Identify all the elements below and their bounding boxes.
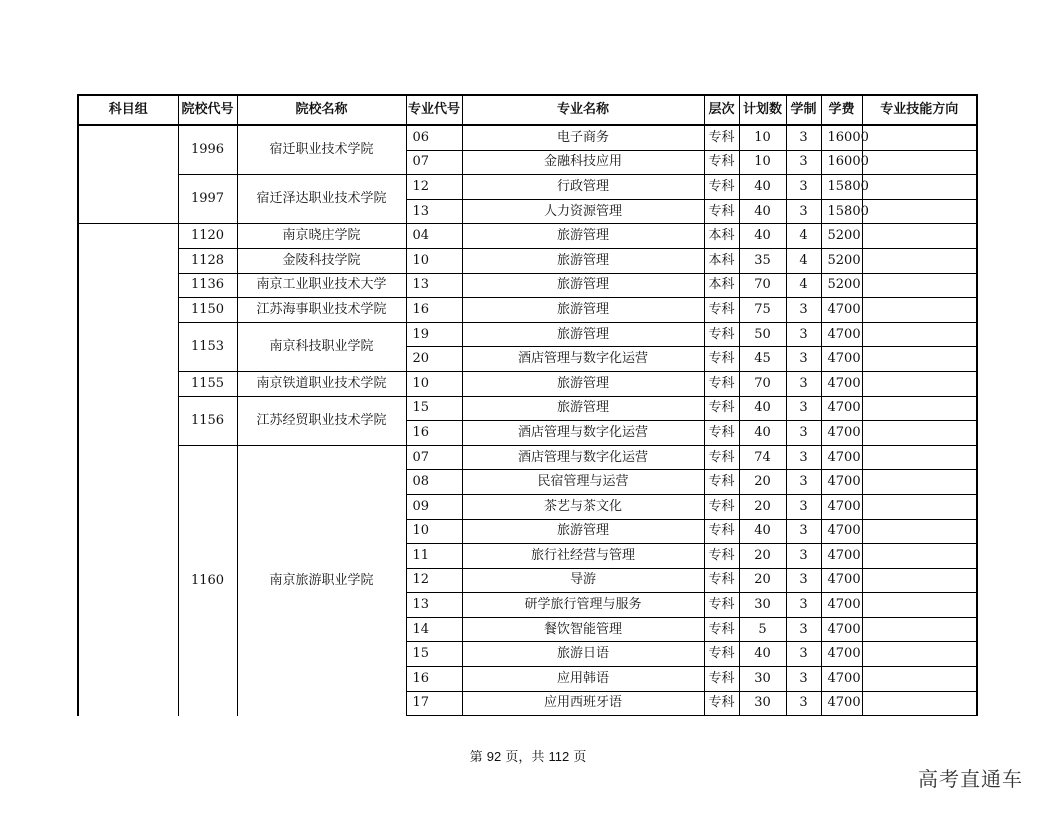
tuition-cell: 4700 <box>821 396 862 421</box>
watermark: 高考直通车 <box>918 767 1023 791</box>
school-name-cell: 南京旅游职业学院 <box>237 445 406 716</box>
skill-direction-cell <box>862 617 977 642</box>
major-name-cell: 导游 <box>462 568 704 593</box>
skill-direction-cell <box>862 322 977 347</box>
major-name-cell: 旅游管理 <box>462 322 704 347</box>
plan-count-cell: 45 <box>739 347 786 372</box>
skill-direction-cell <box>862 396 977 421</box>
table-row <box>78 298 977 323</box>
skill-direction-cell <box>862 224 977 249</box>
skill-direction-cell <box>862 691 977 716</box>
duration-cell: 4 <box>786 248 821 273</box>
duration-cell: 3 <box>786 544 821 569</box>
level-cell: 专科 <box>704 593 739 618</box>
tuition-cell: 4700 <box>821 642 862 667</box>
tuition-cell: 16000 <box>821 125 862 150</box>
major-name-cell: 旅游管理 <box>462 519 704 544</box>
major-name-cell: 旅游管理 <box>462 248 704 273</box>
duration-cell: 3 <box>786 593 821 618</box>
table-row <box>78 248 977 273</box>
plan-count-cell: 5 <box>739 617 786 642</box>
skill-direction-cell <box>862 470 977 495</box>
skill-direction-cell <box>862 544 977 569</box>
major-code-cell: 04 <box>406 224 462 249</box>
plan-count-cell: 40 <box>739 396 786 421</box>
skill-direction-cell <box>862 445 977 470</box>
major-code-cell: 10 <box>406 248 462 273</box>
footer-total-pages: 112 <box>548 749 570 764</box>
level-cell: 专科 <box>704 617 739 642</box>
duration-cell: 3 <box>786 691 821 716</box>
skill-direction-cell <box>862 199 977 224</box>
major-name-cell: 应用西班牙语 <box>462 691 704 716</box>
tuition-cell: 4700 <box>821 470 862 495</box>
major-name-cell: 研学旅行管理与服务 <box>462 593 704 618</box>
major-name-cell: 民宿管理与运营 <box>462 470 704 495</box>
major-code-cell: 13 <box>406 593 462 618</box>
tuition-cell: 4700 <box>821 421 862 446</box>
school-code-cell: 1120 <box>178 224 237 249</box>
tuition-cell: 4700 <box>821 593 862 618</box>
plan-count-cell: 40 <box>739 421 786 446</box>
plan-count-cell: 40 <box>739 199 786 224</box>
admission-plan-table <box>77 94 978 716</box>
skill-direction-cell <box>862 150 977 175</box>
major-name-cell: 旅游日语 <box>462 642 704 667</box>
header-row <box>78 95 977 125</box>
duration-cell: 3 <box>786 371 821 396</box>
plan-count-cell: 70 <box>739 371 786 396</box>
header-major-name: 专业名称 <box>462 95 704 125</box>
level-cell: 专科 <box>704 150 739 175</box>
major-name-cell: 旅游管理 <box>462 224 704 249</box>
duration-cell: 3 <box>786 568 821 593</box>
tuition-cell: 4700 <box>821 519 862 544</box>
duration-cell: 3 <box>786 175 821 200</box>
level-cell: 专科 <box>704 322 739 347</box>
major-code-cell: 13 <box>406 273 462 298</box>
major-code-cell: 17 <box>406 691 462 716</box>
major-name-cell: 行政管理 <box>462 175 704 200</box>
level-cell: 专科 <box>704 199 739 224</box>
level-cell: 专科 <box>704 470 739 495</box>
duration-cell: 3 <box>786 125 821 150</box>
tuition-cell: 4700 <box>821 322 862 347</box>
skill-direction-cell <box>862 273 977 298</box>
major-code-cell: 14 <box>406 617 462 642</box>
level-cell: 专科 <box>704 568 739 593</box>
school-code-cell: 1136 <box>178 273 237 298</box>
level-cell: 专科 <box>704 175 739 200</box>
level-cell: 本科 <box>704 224 739 249</box>
school-code-cell: 1150 <box>178 298 237 323</box>
skill-direction-cell <box>862 421 977 446</box>
table-row <box>78 175 977 200</box>
major-code-cell: 06 <box>406 125 462 150</box>
tuition-cell: 15800 <box>821 175 862 200</box>
tuition-cell: 5200 <box>821 248 862 273</box>
duration-cell: 4 <box>786 273 821 298</box>
table-row <box>78 322 977 347</box>
major-name-cell: 电子商务 <box>462 125 704 150</box>
major-code-cell: 07 <box>406 150 462 175</box>
tuition-cell: 5200 <box>821 273 862 298</box>
level-cell: 专科 <box>704 421 739 446</box>
admission-plan-table-container <box>77 94 976 716</box>
duration-cell: 3 <box>786 445 821 470</box>
level-cell: 专科 <box>704 494 739 519</box>
school-name-cell: 南京工业职业技术大学 <box>237 273 406 298</box>
school-code-cell: 1128 <box>178 248 237 273</box>
duration-cell: 3 <box>786 396 821 421</box>
plan-count-cell: 74 <box>739 445 786 470</box>
plan-count-cell: 40 <box>739 224 786 249</box>
major-code-cell: 16 <box>406 667 462 692</box>
footer-page-number: 92 <box>486 749 502 764</box>
tuition-cell: 4700 <box>821 494 862 519</box>
school-name-cell: 金陵科技学院 <box>237 248 406 273</box>
school-code-cell: 1153 <box>178 322 237 371</box>
tuition-cell: 4700 <box>821 347 862 372</box>
tuition-cell: 15800 <box>821 199 862 224</box>
duration-cell: 3 <box>786 421 821 446</box>
major-name-cell: 茶艺与茶文化 <box>462 494 704 519</box>
tuition-cell: 4700 <box>821 544 862 569</box>
school-name-cell: 江苏经贸职业技术学院 <box>237 396 406 445</box>
level-cell: 专科 <box>704 298 739 323</box>
duration-cell: 3 <box>786 298 821 323</box>
plan-count-cell: 30 <box>739 593 786 618</box>
school-code-cell: 1156 <box>178 396 237 445</box>
level-cell: 专科 <box>704 544 739 569</box>
header-tuition: 学费 <box>821 95 862 125</box>
major-code-cell: 10 <box>406 519 462 544</box>
major-code-cell: 20 <box>406 347 462 372</box>
school-code-cell: 1160 <box>178 445 237 716</box>
plan-count-cell: 70 <box>739 273 786 298</box>
school-name-cell: 宿迁泽达职业技术学院 <box>237 175 406 224</box>
major-name-cell: 金融科技应用 <box>462 150 704 175</box>
level-cell: 专科 <box>704 691 739 716</box>
major-code-cell: 11 <box>406 544 462 569</box>
duration-cell: 3 <box>786 617 821 642</box>
level-cell: 本科 <box>704 273 739 298</box>
tuition-cell: 4700 <box>821 691 862 716</box>
level-cell: 专科 <box>704 347 739 372</box>
plan-count-cell: 20 <box>739 470 786 495</box>
header-school-code: 院校代号 <box>178 95 237 125</box>
major-code-cell: 12 <box>406 175 462 200</box>
major-name-cell: 应用韩语 <box>462 667 704 692</box>
table-row <box>78 273 977 298</box>
plan-count-cell: 20 <box>739 494 786 519</box>
major-code-cell: 10 <box>406 371 462 396</box>
skill-direction-cell <box>862 593 977 618</box>
plan-count-cell: 20 <box>739 568 786 593</box>
skill-direction-cell <box>862 568 977 593</box>
level-cell: 专科 <box>704 396 739 421</box>
tuition-cell: 4700 <box>821 617 862 642</box>
tuition-cell: 4700 <box>821 667 862 692</box>
school-name-cell: 南京晓庄学院 <box>237 224 406 249</box>
major-name-cell: 酒店管理与数字化运营 <box>462 421 704 446</box>
duration-cell: 3 <box>786 199 821 224</box>
header-level: 层次 <box>704 95 739 125</box>
duration-cell: 3 <box>786 150 821 175</box>
skill-direction-cell <box>862 248 977 273</box>
table-row <box>78 125 977 150</box>
major-code-cell: 13 <box>406 199 462 224</box>
plan-count-cell: 10 <box>739 150 786 175</box>
level-cell: 专科 <box>704 642 739 667</box>
skill-direction-cell <box>862 175 977 200</box>
major-name-cell: 酒店管理与数字化运营 <box>462 347 704 372</box>
table-body <box>78 125 977 716</box>
plan-count-cell: 20 <box>739 544 786 569</box>
major-code-cell: 16 <box>406 421 462 446</box>
school-name-cell: 宿迁职业技术学院 <box>237 125 406 175</box>
header-subject-group: 科目组 <box>78 95 178 125</box>
tuition-cell: 16000 <box>821 150 862 175</box>
header-major-code: 专业代号 <box>406 95 462 125</box>
plan-count-cell: 40 <box>739 642 786 667</box>
duration-cell: 3 <box>786 642 821 667</box>
skill-direction-cell <box>862 371 977 396</box>
footer-suffix: 页 <box>569 750 587 765</box>
school-name-cell: 南京科技职业学院 <box>237 322 406 371</box>
major-code-cell: 19 <box>406 322 462 347</box>
header-skill-direction: 专业技能方向 <box>862 95 977 125</box>
table-row <box>78 396 977 421</box>
footer-prefix: 第 <box>469 750 487 765</box>
school-name-cell: 南京铁道职业技术学院 <box>237 371 406 396</box>
major-name-cell: 人力资源管理 <box>462 199 704 224</box>
major-code-cell: 07 <box>406 445 462 470</box>
header-duration: 学制 <box>786 95 821 125</box>
duration-cell: 4 <box>786 224 821 249</box>
major-code-cell: 16 <box>406 298 462 323</box>
table-row <box>78 445 977 470</box>
major-name-cell: 旅行社经营与管理 <box>462 544 704 569</box>
major-name-cell: 旅游管理 <box>462 298 704 323</box>
major-code-cell: 08 <box>406 470 462 495</box>
plan-count-cell: 75 <box>739 298 786 323</box>
duration-cell: 3 <box>786 494 821 519</box>
duration-cell: 3 <box>786 470 821 495</box>
major-code-cell: 12 <box>406 568 462 593</box>
major-name-cell: 餐饮智能管理 <box>462 617 704 642</box>
plan-count-cell: 40 <box>739 519 786 544</box>
plan-count-cell: 40 <box>739 175 786 200</box>
major-code-cell: 15 <box>406 396 462 421</box>
duration-cell: 3 <box>786 519 821 544</box>
skill-direction-cell <box>862 667 977 692</box>
level-cell: 专科 <box>704 667 739 692</box>
duration-cell: 3 <box>786 667 821 692</box>
skill-direction-cell <box>862 298 977 323</box>
tuition-cell: 4700 <box>821 371 862 396</box>
major-name-cell: 酒店管理与数字化运营 <box>462 445 704 470</box>
duration-cell: 3 <box>786 347 821 372</box>
plan-count-cell: 30 <box>739 691 786 716</box>
plan-count-cell: 50 <box>739 322 786 347</box>
plan-count-cell: 30 <box>739 667 786 692</box>
duration-cell: 3 <box>786 322 821 347</box>
major-name-cell: 旅游管理 <box>462 371 704 396</box>
tuition-cell: 4700 <box>821 298 862 323</box>
school-code-cell: 1996 <box>178 125 237 175</box>
table-row <box>78 224 977 249</box>
skill-direction-cell <box>862 347 977 372</box>
level-cell: 本科 <box>704 248 739 273</box>
tuition-cell: 4700 <box>821 568 862 593</box>
school-name-cell: 江苏海事职业技术学院 <box>237 298 406 323</box>
school-code-cell: 1997 <box>178 175 237 224</box>
skill-direction-cell <box>862 125 977 150</box>
major-code-cell: 15 <box>406 642 462 667</box>
plan-count-cell: 35 <box>739 248 786 273</box>
plan-count-cell: 10 <box>739 125 786 150</box>
skill-direction-cell <box>862 642 977 667</box>
level-cell: 专科 <box>704 519 739 544</box>
table-row <box>78 371 977 396</box>
header-school-name: 院校名称 <box>237 95 406 125</box>
major-name-cell: 旅游管理 <box>462 273 704 298</box>
skill-direction-cell <box>862 519 977 544</box>
tuition-cell: 5200 <box>821 224 862 249</box>
subject-group-cell <box>78 224 178 716</box>
major-code-cell: 09 <box>406 494 462 519</box>
major-name-cell: 旅游管理 <box>462 396 704 421</box>
level-cell: 专科 <box>704 125 739 150</box>
header-plan-count: 计划数 <box>739 95 786 125</box>
level-cell: 专科 <box>704 371 739 396</box>
footer-mid: 页，共 <box>501 750 549 765</box>
level-cell: 专科 <box>704 445 739 470</box>
school-code-cell: 1155 <box>178 371 237 396</box>
subject-group-cell <box>78 125 178 224</box>
skill-direction-cell <box>862 494 977 519</box>
page-footer <box>0 746 1056 765</box>
tuition-cell: 4700 <box>821 445 862 470</box>
